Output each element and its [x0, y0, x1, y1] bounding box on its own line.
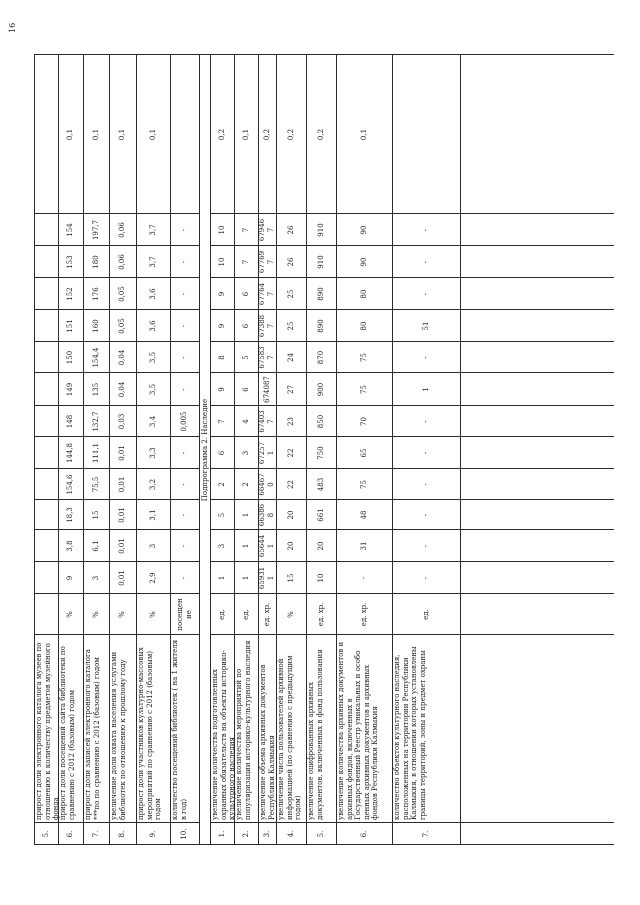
value-cell: 24 [286, 353, 295, 362]
unit: ед. хр. [316, 602, 325, 627]
value-cell: 6 [241, 387, 250, 392]
unit: ед. [217, 609, 226, 620]
value-cell: 0,01 [118, 507, 127, 523]
unit [34, 594, 58, 635]
value-cell: 75 [359, 353, 368, 362]
value-cell: 20 [286, 510, 295, 520]
value-cell: 31 [359, 541, 368, 551]
value-cell: 9 [217, 387, 226, 392]
value-cell: 674037 [258, 410, 275, 433]
value-cell [34, 55, 58, 214]
value-cell: 111,1 [91, 442, 100, 464]
value-cell: 0,04 [118, 349, 127, 366]
unit: % [286, 611, 295, 618]
row-number: 8. [118, 830, 127, 838]
value-cell: 0,01 [118, 570, 127, 586]
value-cell: 6 [241, 323, 250, 329]
value-cell: - [421, 513, 430, 517]
value-cell: 152 [66, 287, 75, 301]
unit: % [118, 611, 127, 618]
value-cell: 673887 [258, 314, 275, 338]
value-cell: 149 [66, 382, 75, 397]
value-cell: - [421, 420, 430, 423]
value-cell: 197,7 [91, 219, 100, 241]
value-cell: 80 [359, 321, 368, 331]
unit: ед. хр. [262, 602, 271, 627]
unit: % [91, 611, 100, 618]
row-number: 5. [41, 830, 50, 838]
value-cell: 153 [66, 255, 75, 269]
value-cell: 6 [241, 291, 250, 297]
indicator-name: количество объектов культурного наследия, расположенных на территории Республики Калмыкия, в отношении которых установлены границы территорий, зоны и предмет охраны [393, 646, 427, 820]
value-cell [34, 373, 58, 406]
value-cell: 48 [359, 510, 368, 520]
value-cell: 75 [359, 480, 368, 489]
value-cell: 3,3 [148, 447, 157, 459]
row-number: 5. [316, 830, 325, 838]
value-cell: 3,5 [148, 351, 157, 364]
value-cell: 890 [316, 319, 325, 333]
value-cell: - [180, 228, 189, 232]
value-cell: 1 [421, 387, 430, 392]
row-number: 7. [421, 830, 430, 838]
unit: % [66, 611, 75, 618]
value-cell: 75 [359, 385, 368, 394]
value-cell: 3,7 [148, 224, 157, 236]
value-cell: 9 [217, 291, 226, 297]
value-cell: 750 [316, 446, 325, 460]
value-cell: - [180, 324, 189, 328]
value-cell: 1 [241, 543, 250, 549]
value-cell: 0,01 [118, 538, 127, 554]
value-cell: 656441 [258, 534, 275, 558]
value-cell: 9 [66, 575, 75, 581]
unit: ед. [241, 609, 250, 620]
value-cell: 0,1 [359, 128, 368, 141]
value-cell: 1 [241, 575, 250, 581]
value-cell: 870 [316, 350, 325, 365]
value-cell [170, 55, 199, 214]
value-cell: 0,01 [118, 476, 127, 493]
row-number: 3. [262, 830, 271, 838]
value-cell: 0,06 [118, 254, 127, 270]
value-cell: 90 [359, 257, 368, 267]
value-cell: - [180, 260, 189, 264]
value-cell: 0,2 [217, 128, 226, 141]
value-cell: 3 [217, 543, 226, 549]
value-cell: 15 [91, 510, 100, 520]
value-cell: 7 [241, 259, 250, 265]
value-cell: 5 [241, 355, 250, 360]
row-number: 2. [241, 830, 250, 838]
value-cell [34, 562, 58, 594]
table-right-border [34, 54, 614, 55]
value-cell: - [180, 576, 189, 580]
value-cell: 3 [91, 575, 100, 581]
value-cell: - [421, 228, 430, 232]
value-cell [34, 406, 58, 437]
value-cell: 677697 [258, 250, 275, 274]
value-cell [34, 500, 58, 530]
indicator-name: прирост доли электронного каталога музеев по отношению к количеству предметов музейного фонда [35, 642, 61, 820]
value-cell: 151 [66, 319, 75, 333]
value-cell: 663868 [258, 503, 275, 527]
value-cell: 2 [217, 482, 226, 487]
value-cell: 135 [91, 382, 100, 397]
value-cell: 70 [359, 417, 368, 426]
value-cell: 2 [241, 482, 250, 487]
indicator-name: количество посещений библиотек ( на 1 жителя в год) [171, 639, 188, 820]
value-cell: 3,7 [148, 256, 157, 268]
value-cell: 9 [217, 323, 226, 329]
value-cell: 6,1 [91, 540, 100, 552]
value-cell: - [180, 513, 189, 517]
indicators-table [34, 55, 614, 845]
value-cell: 4 [241, 419, 250, 424]
value-cell: 0,05 [118, 318, 127, 334]
value-cell: 150 [66, 350, 75, 365]
value-cell: - [421, 292, 430, 296]
indicator-name: увеличение количества архивных документов и архивных фондов, включенных в Государственный Реестр уникальных и особо ценных архивных документов и архивных фондов Республики Калмыкия [337, 641, 380, 820]
value-cell: 6 [217, 450, 226, 456]
value-cell: 26 [286, 225, 295, 235]
value-cell: 674087 [262, 376, 271, 403]
value-cell: - [180, 483, 189, 486]
value-cell: 3 [241, 450, 250, 456]
value-cell: 0,06 [118, 222, 127, 238]
value-cell [34, 246, 58, 278]
value-cell: 679467 [258, 218, 275, 242]
row-number: 1. [217, 830, 226, 838]
value-cell: 0,2 [316, 128, 325, 141]
value-cell: 132,7 [91, 411, 100, 432]
value-cell: 23 [286, 417, 295, 426]
value-cell: 0,1 [148, 128, 157, 141]
value-cell: - [180, 292, 189, 296]
value-cell: 180 [91, 255, 100, 269]
value-cell: 1 [217, 575, 226, 581]
value-cell: 0,005 [180, 411, 189, 432]
indicator-name: увеличение доли охвата населения услугами библиотек по отношению к прошлому году [110, 651, 127, 820]
value-cell: 672571 [258, 441, 275, 465]
value-cell: - [180, 451, 189, 455]
row-number: 10. [180, 828, 189, 840]
value-cell: 483 [316, 477, 325, 492]
value-cell: 154,6 [66, 474, 75, 495]
value-cell: 0,01 [118, 445, 127, 461]
value-cell: - [180, 388, 189, 391]
value-cell: 154,4 [91, 347, 100, 368]
value-cell: 20 [316, 541, 325, 551]
value-cell: 0,04 [118, 381, 127, 398]
indicator-name: увеличение количества подготовленных охранных обязательств на объекты историко-культурного наследия [211, 650, 237, 820]
value-cell: 26 [286, 257, 295, 267]
value-cell: 15 [286, 573, 295, 583]
value-cell: - [421, 260, 430, 264]
value-cell [34, 437, 58, 469]
value-cell: 144,8 [66, 442, 75, 464]
value-cell [34, 278, 58, 310]
value-cell: 675837 [258, 346, 275, 369]
value-cell: 0,2 [286, 128, 295, 141]
value-cell: 80 [359, 289, 368, 299]
row-number: 6. [359, 830, 368, 838]
indicator-name: увеличение оцифрованных архивных документов, включенных в фонд пользования [307, 649, 324, 820]
value-cell: 27 [286, 385, 295, 394]
value-cell: - [180, 544, 189, 548]
value-cell [34, 214, 58, 246]
value-cell: 7 [217, 419, 226, 424]
section-heading: Подпрограмма 2. Наследие [201, 398, 209, 502]
value-cell: 3,4 [148, 415, 157, 428]
unit: ед. [421, 609, 430, 620]
value-cell: 3,5 [148, 383, 157, 396]
page-number: 16 [8, 22, 17, 33]
value-cell: 664670 [258, 473, 275, 496]
value-cell: 10 [217, 225, 226, 235]
value-cell: 0,2 [262, 128, 271, 141]
value-cell [34, 469, 58, 500]
value-cell: 0,05 [118, 286, 127, 302]
value-cell: - [421, 576, 430, 580]
indicator-name: увеличение числа пользователей архивной информацией (по сравнению с предыдущим годом) [277, 655, 303, 820]
value-cell: 2,9 [148, 572, 157, 584]
row-number: 7. [91, 830, 100, 838]
value-cell: 176 [91, 287, 100, 301]
value-cell: 154 [66, 223, 75, 237]
value-cell [34, 530, 58, 562]
value-cell: - [180, 356, 189, 359]
indicator-name: увеличение объема архивных документов Республики Калмыкия [259, 664, 276, 820]
value-cell: 8 [217, 355, 226, 360]
indicator-name: прирост доли посещений сайта библиотеки по сравнению с 2012 (базовым) годом [59, 646, 76, 820]
value-cell: 7 [241, 227, 250, 233]
row-number: 6. [66, 830, 75, 838]
value-cell [392, 55, 460, 214]
value-cell: - [359, 576, 368, 580]
value-cell [34, 310, 58, 342]
value-cell: 0,1 [66, 128, 75, 141]
value-cell: 65 [359, 448, 368, 458]
value-cell: 22 [286, 480, 295, 489]
value-cell: 0,1 [91, 128, 100, 141]
value-cell: 5 [217, 512, 226, 518]
value-cell: - [421, 451, 430, 455]
value-cell: 10 [217, 257, 226, 267]
value-cell: 3,6 [148, 288, 157, 300]
value-cell: 3,8 [66, 540, 75, 552]
value-cell: 677647 [258, 282, 275, 306]
value-cell: 890 [316, 287, 325, 301]
value-cell: 900 [316, 382, 325, 397]
value-cell [34, 342, 58, 373]
value-cell: 910 [316, 223, 325, 237]
value-cell: - [421, 356, 430, 359]
value-cell: 661 [316, 508, 325, 522]
value-cell: 10 [316, 573, 325, 583]
value-cell: 22 [286, 448, 295, 458]
value-cell: 0,1 [118, 128, 127, 141]
unit: посещение [175, 598, 193, 631]
value-cell: 18,3 [66, 507, 75, 523]
value-cell: 3,6 [148, 320, 157, 332]
unit: ед. хр. [359, 602, 368, 627]
value-cell: 0,03 [118, 413, 127, 430]
value-cell: 20 [286, 541, 295, 551]
value-cell: 1 [241, 512, 250, 518]
row-number: 9. [148, 830, 157, 838]
value-cell: 3,2 [148, 478, 157, 491]
indicator-name: прирост доли участников культурно-массовых мероприятий по сравнению с 2012 (базовым) годом [137, 647, 163, 820]
unit: % [148, 611, 157, 618]
value-cell: 910 [316, 255, 325, 269]
indicator-name: увеличение количества мероприятий по популяризации историко-культурного наследия [235, 640, 252, 820]
value-cell: 148 [66, 414, 75, 429]
value-cell: 659311 [258, 566, 275, 590]
value-cell: 25 [286, 321, 295, 331]
value-cell: 51 [421, 321, 430, 331]
value-cell: 25 [286, 289, 295, 299]
value-cell: - [421, 544, 430, 548]
value-cell: 850 [316, 414, 325, 429]
value-cell: 75,5 [91, 476, 100, 493]
value-cell: 3,1 [148, 509, 157, 521]
value-cell: 160 [91, 319, 100, 333]
value-cell: 90 [359, 225, 368, 235]
row-number: 4. [286, 830, 295, 838]
value-cell: 0,1 [241, 128, 250, 141]
value-cell: - [421, 483, 430, 486]
table-row-line [460, 55, 461, 845]
value-cell: 3 [148, 543, 157, 549]
indicator-name: прирост доли записей электронного каталога ***по по сравнению с 2012 (базовым) годом [84, 649, 101, 820]
